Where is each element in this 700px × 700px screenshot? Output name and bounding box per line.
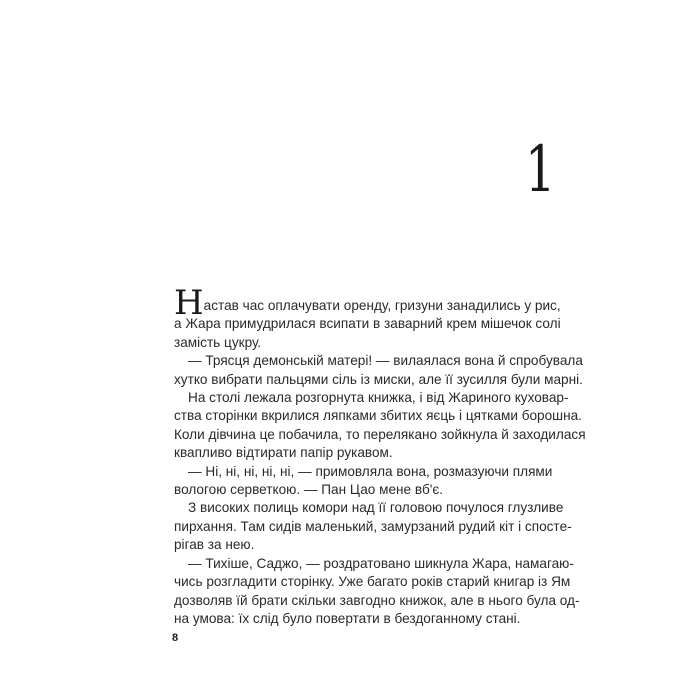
paragraph-6 bbox=[174, 555, 580, 629]
body-text bbox=[174, 283, 586, 628]
paragraph-4 bbox=[174, 463, 553, 500]
paragraph-2 bbox=[174, 352, 583, 389]
text-line: Настав час оплачувати оренду, гризуни занадились у рис, bbox=[174, 283, 561, 323]
paragraph-3 bbox=[174, 389, 586, 463]
text-line: дозволяв їй брати скільки завгодно книжок, але в нього була од- bbox=[174, 592, 580, 608]
text-line: На столі лежала розгорнута книжка, і від Жариного куховар- bbox=[188, 390, 569, 406]
text-line: — Тихіше, Саджо, — роздратовано шикнула Жара, намагаю- bbox=[188, 555, 574, 571]
text-line: замість цукру. bbox=[174, 334, 262, 350]
drop-cap: Н bbox=[174, 283, 204, 323]
text-line: — Ні, ні, ні, ні, ні, — примовляла вона, розмазуючи плями bbox=[188, 463, 553, 479]
text-line: З високих полиць комори над її головою почулося глузливе bbox=[188, 500, 564, 516]
text-line: чись розгладити сторінку. Уже багато років старий книгар із Ям bbox=[174, 574, 571, 590]
text-line: рігав за нею. bbox=[174, 537, 255, 553]
paragraph-5 bbox=[174, 499, 572, 554]
paragraph-1 bbox=[174, 283, 561, 352]
text-line: — Трясця демонській матері! — вилаялася вона й спробувала bbox=[188, 353, 583, 369]
text-line: хутко вибрати пальцями сіль із миски, але її зусилля були марні. bbox=[174, 371, 583, 387]
text-line: квапливо відтирати папір рукавом. bbox=[174, 445, 393, 461]
text-line: на умова: їх слід було повертати в бездоганному стані. bbox=[174, 610, 521, 626]
page-number: 8 bbox=[172, 632, 179, 644]
text-line: ства сторінки вкрилися ляпками збитих яєць і цятками борошна. bbox=[174, 408, 582, 424]
text-line: вологою серветкою. — Пан Цао мене вб'є. bbox=[174, 482, 444, 498]
text-line: а Жара примудрилася всипати в заварний крем мішечок солі bbox=[174, 316, 561, 332]
text-line: Коли дівчина це побачила, то перелякано зойкнула й заходилася bbox=[174, 426, 586, 442]
chapter-number: 1 bbox=[525, 133, 556, 207]
text-line: пирхання. Там сидів маленький, замурзаний рудий кіт і спостe- bbox=[174, 518, 572, 534]
